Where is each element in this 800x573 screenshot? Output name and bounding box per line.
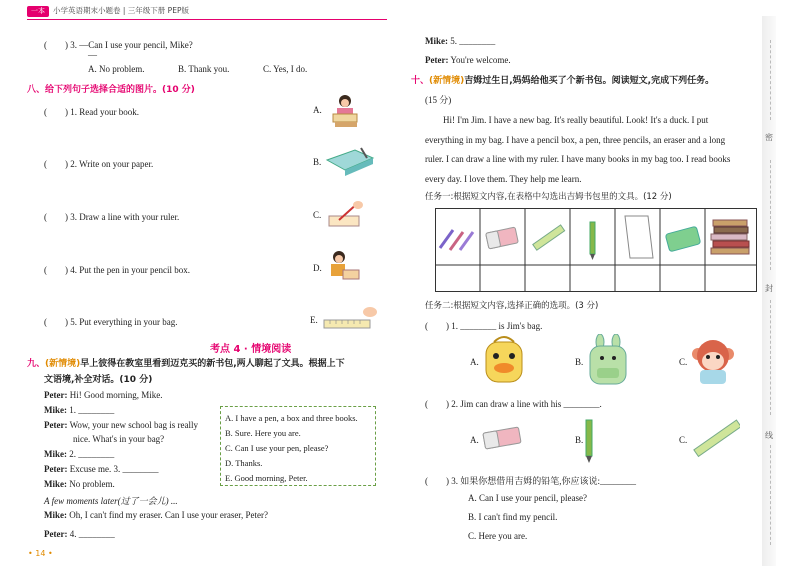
q3-option-a: A. Can I use your pencil, please? (468, 493, 587, 503)
s8-item-3: ( ) 3. Draw a line with your ruler. (44, 212, 180, 222)
s8-letter-a: A. (313, 105, 322, 115)
side-char-mi: 密 (765, 133, 773, 142)
s8-letter-b: B. (313, 157, 322, 167)
reply-dash: — (88, 50, 97, 60)
right-line-1: Mike: 5. ________ (425, 36, 496, 46)
q2-eraser-icon (480, 424, 524, 452)
section-10-score: (15 分) (425, 95, 452, 105)
s9-tag: (新情境) (45, 359, 81, 369)
option-a: A. No problem. (88, 64, 145, 74)
task-1: 任务一:根据短文内容,在表格中勾选出吉姆书包里的文具。(12 分) (425, 192, 672, 202)
q2-letter-b: B. (575, 435, 584, 445)
box-option-b: B. Sure. Here you are. (225, 428, 301, 438)
task2-q1: ( ) 1. ________ is Jim's bag. (425, 321, 543, 331)
box-option-d: D. Thanks. (225, 458, 263, 468)
s8-letter-d: D. (313, 263, 322, 273)
cut-line-3 (770, 300, 771, 415)
page-number: • 14 • (28, 549, 53, 558)
q1-letter-b: B. (575, 357, 584, 367)
dialog-line-1: Peter: Hi! Good morning, Mike. (44, 390, 163, 400)
q1-letter-c: C. (679, 357, 688, 367)
task2-q3: ( ) 3. 如果你想借用吉姆的铅笔,你应该说:________ (425, 476, 636, 486)
section-9-title (27, 357, 382, 372)
box-option-e: E. Good morning, Peter. (225, 473, 308, 483)
section-9-title-2: 文语境,补全对话。(10 分) (44, 375, 153, 385)
s8-letter-c: C. (313, 210, 322, 220)
q1-letter-a: A. (470, 357, 479, 367)
q2-letter-a: A. (470, 435, 479, 445)
q2-letter-c: C. (679, 435, 688, 445)
bunny-bag-icon (585, 334, 631, 386)
option-b: B. Thank you. (178, 64, 230, 74)
duck-bag-icon (480, 334, 528, 386)
cut-line-4 (770, 445, 771, 545)
dialog-line-2: Mike: 1. ________ (44, 405, 115, 415)
side-char-xian: 线 (765, 431, 773, 440)
cut-line-1 (770, 40, 771, 120)
dialog-line-10: Peter: 4. ________ (44, 529, 115, 539)
right-line-2: Peter: You're welcome. (425, 55, 511, 65)
passage: Hi! I'm Jim. I have a new bag. It's really beautiful. Look! It's a duck. I put everything in my bag. I have a pencil box, a pen, three pencils, an eraser and a long ruler. I can draw a line with my ruler. I have many books in my bag too. I read books every day. I love them. They help me learn. (425, 115, 731, 184)
s8-letter-e: E. (310, 315, 318, 325)
q3-option-b: B. I can't find my pencil. (468, 512, 558, 522)
header-rule (27, 19, 387, 20)
box-option-c: C. Can I use your pen, please? (225, 443, 329, 453)
pen-icon (590, 222, 595, 260)
s9-num: 九、 (27, 359, 46, 369)
book-logo: 一本 (27, 6, 49, 17)
q2-pen-icon (582, 418, 596, 464)
q3-option-c: C. Here you are. (468, 531, 528, 541)
dialog-line-9: Mike: Oh, I can't find my eraser. Can I use your eraser, Peter? (44, 510, 268, 520)
question-3-top: ( ) 3. —Can I use your pencil, Mike? (44, 40, 193, 50)
option-box (220, 406, 376, 486)
section-10-title: 十、(新情境)吉姆过生日,妈妈给他买了个新书包。阅读短文,完成下列任务。 (411, 76, 715, 86)
dialog-line-8: A few moments later(过了一会儿) ... (44, 496, 178, 506)
paper-icon (625, 216, 653, 258)
dialog-line-6: Peter: Excuse me. 3. ________ (44, 464, 159, 474)
kid-pencil-box-icon (325, 248, 361, 284)
stationery-table (435, 208, 757, 292)
s8-item-5: ( ) 5. Put everything in your bag. (44, 317, 178, 327)
table-grid (435, 208, 757, 292)
section-8-title: 八、给下列句子选择合适的图片。(10 分) (27, 85, 195, 95)
task-2: 任务二:根据短文内容,选择正确的选项。(3 分) (425, 301, 599, 311)
dialog-line-3: Peter: Wow, your new school bag is really (44, 420, 198, 430)
cut-line-2 (770, 160, 771, 270)
hand-bag-ruler-icon (322, 304, 378, 332)
reading-girl-icon (325, 92, 365, 130)
hand-ruler-icon (325, 196, 365, 232)
dialog-line-5: Mike: 2. ________ (44, 449, 115, 459)
dialog-line-4: nice. What's in your bag? (73, 434, 165, 444)
writing-paper-icon (325, 146, 377, 178)
s9-title: 早上彼得在教室里看到迈克买的新书包,两人聊起了文具。根据上下 (80, 359, 345, 369)
dialog-line-7: Mike: No problem. (44, 479, 115, 489)
box-option-a: A. I have a pen, a box and three books. (225, 413, 358, 423)
s8-item-1: ( ) 1. Read your book. (44, 107, 139, 117)
kaodian-title: 考点 4 · 情境阅读 (210, 344, 292, 355)
header-title: 小学英语期末小题卷 | 三年级下册 PEP版 (53, 6, 189, 15)
s8-item-4: ( ) 4. Put the pen in your pencil box. (44, 265, 190, 275)
option-c: C. Yes, I do. (263, 64, 308, 74)
books-icon (711, 220, 749, 254)
task2-q2: ( ) 2. Jim can draw a line with his ________. (425, 399, 602, 409)
q2-ruler-icon (690, 418, 740, 462)
side-char-feng: 封 (765, 284, 773, 293)
s8-item-2: ( ) 2. Write on your paper. (44, 159, 154, 169)
monkey-bag-icon (690, 336, 736, 386)
